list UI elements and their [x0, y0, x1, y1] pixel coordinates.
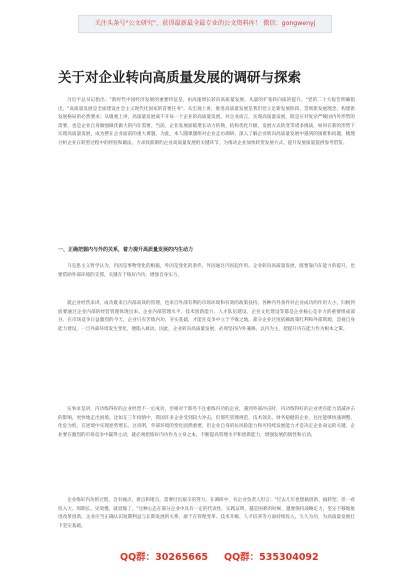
page-title: 关于对企业转向高质量发展的调研与探索 [58, 70, 301, 86]
section-paragraph-2: 就企业经营来讲，成功既来自内部高效的管理，也来自外部有利的市场环境和有效的政策扶持。各种内外条件对企业成功的作用大小，归根到底要通过企业内部的经营管理体现出来。企业内部管理水平、技术创新能力、人才队伍建设、企业文化建设等都是企业核心竞争力的重要组成部分。在市场竞争日益激烈的今天，企业只有苦练内功、夯实基础，才能在竞争中立于不败之地。部分企业过度依赖政策红利和外部资源，忽视自身能力建设，一旦外部环境发生变化，便陷入被动。因此，企业转向高质量发展，必须坚持内外兼修、以内为主，把提升内在能力作为根本之策。 [58, 301, 355, 332]
section-paragraph-1: 马克思主义哲学认为，内因是事物变化的根据，外因是变化的条件，外因通过内因起作用。企业转向高质量发展，既要靠内在能力的提升，也要借助外部环境的支撑，关键在于练好内功，增强自身实力。 [58, 264, 355, 278]
top-banner[interactable]: 关注头条号"公文研究"，获得最新最全最专业的公文资料库！ 微信：gongwenyj [78, 15, 332, 33]
section-heading: 一、正确把握内与外的关系，着力提升高质量发展的内生动力 [58, 247, 194, 253]
section-paragraph-3: 实事求是讲，内功练得好的企业经营不一定成功，但相对于那些不注重练内功的企业，遇到外部冲击时，内功练得好的企业更有能力消减冲击的影响，更快地走出困境。比如在三年疫情中，我国许多企业受到较大冲击，但那些管理规范、技术领先、财务稳健的企业，往往能够快速调整、化危为机，在逆境中实现逆势增长。这说明，外部环境的变化固然重要，但企业自身的抗风险能力和可持续发展能力才是决定企业命运的关键。企业要在激烈的市场竞争中赢得主动，就必须把练好内功作为立身之本，不断提高管理水平和创新能力，增强发展的韧性和后劲。 [58, 407, 355, 438]
qq-group-1 [120, 549, 208, 563]
qq-group-2 [224, 549, 319, 563]
qq-group-1-number: 30265665 [155, 552, 209, 563]
qq-group-1-label: QQ群： [120, 552, 156, 563]
intro-paragraph: 习近平总书记指出："新时代中国经济发展的重要特征是，由高速增长转向高质量发展、从量的扩张转向质的提升。"党的二十大报告明确指出，"高质量发展是全面建设社会主义现代化国家的首要任务"。从宏观上讲，推进高质量发展是我们党立足新发展阶段、贯彻新发展理念、构建新发展格局的必然要求；从微观上讲，高质量发展离不开每一个企业的高质量发展。对企业而言，实现高质量发展，既是应对复杂严峻国内外形势的需要，也是企业自身做强做优做大的内在需要。当前，企业发展面临增长动力转换、结构优化升级、发展方式转变等诸多挑战，如何在新的形势下实现高质量发展，成为摆在企业面前的重大课题。为此，本人随课题组对企业走访调研，深入了解企业转向高质量发展中遇到的困难和问题，梳理分析企业在转型过程中的经验和做法，力求找准制约企业高质量发展的关键环节，为推动企业加快转变发展方式、提升发展质量提供参考借鉴。 [58, 98, 355, 146]
section-paragraph-4: 企业练好内功的过程，会有痛点、难点和堵点，需要付出艰辛的努力。在调研中，有企业负责人坦言："过去几年也想搞创新、搞转型，但一看投入大、周期长、见效慢，就退缩了。"这种心态在部分企业中具有一定的代表性。实践证明，越是困难的时候，越要保持战略定力，坚定不移地推进改革创新。企业应当正确认识短期利益与长期发展的关系，敢于在管理变革、技术升级、人才培养等方面持续投入，久久为功，为高质量发展打下坚实基础。 [58, 498, 355, 529]
qq-group-2-label: QQ群： [224, 552, 260, 563]
qq-group-2-number: 535304092 [259, 552, 319, 563]
